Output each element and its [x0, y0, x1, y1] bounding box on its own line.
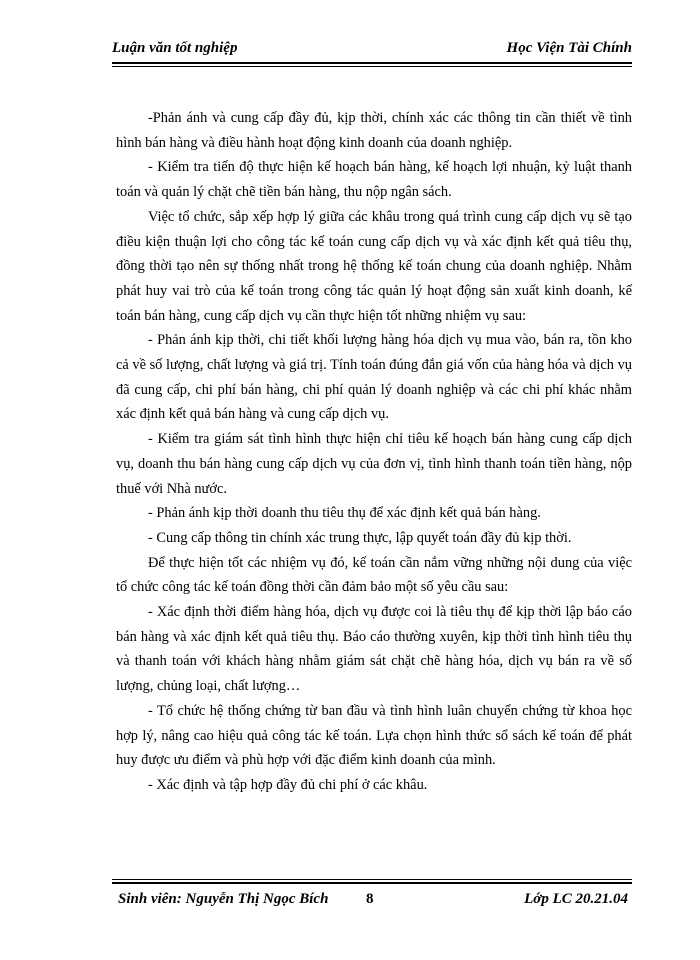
header-rule-thin	[112, 66, 632, 67]
footer-class-code: Lớp LC 20.21.04	[524, 891, 628, 907]
header-rule-thick	[112, 62, 632, 64]
footer-rule-thick	[112, 882, 632, 884]
paragraph: - Tổ chức hệ thống chứng từ ban đầu và tình hình luân chuyển chứng từ khoa học hợp lý, nâng cao hiệu quả công tác kế toán. Lựa chọn hình thức sổ sách kế toán để phát huy được ưu điểm và phù hợp với đặc điểm kinh doanh của mình.	[116, 702, 632, 769]
paragraph: Việc tổ chức, sắp xếp hợp lý giữa các khâu trong quá trình cung cấp dịch vụ sẽ tạo điều kiện thuận lợi cho công tác kế toán cung cấp dịch vụ và xác định kết quả tiêu thụ, đồng thời tạo nên sự thống nhất trong hệ thống kế toán chung của doanh nghiệp. Nhằm phát huy vai trò của kế toán trong công tác quản lý hoạt động sản xuất kinh doanh, kế toán bán hàng, cung cấp dịch vụ cần thực hiện tốt những nhiệm vụ sau:	[116, 208, 632, 324]
paragraph: Để thực hiện tốt các nhiệm vụ đó, kế toán cần nắm vững những nội dung của việc tổ chức công tác kế toán đồng thời cần đảm bảo một số yêu cầu sau:	[116, 554, 632, 596]
footer-student-name: Sinh viên: Nguyễn Thị Ngọc Bích	[118, 891, 329, 907]
body-text	[116, 106, 632, 798]
footer-rule-thin	[112, 879, 632, 880]
paragraph: - Xác định thời điểm hàng hóa, dịch vụ được coi là tiêu thụ để kịp thời lập báo cáo bán hàng và xác định kết quả tiêu thụ. Báo cáo thường xuyên, kịp thời tình hình tiêu thụ và thanh toán với khách hàng nhằm giám sát chặt chẽ hàng hóa, dịch vụ bán ra về số lượng, chủng loại, chất lượng…	[116, 604, 632, 695]
paragraph: - Phản ánh kịp thời doanh thu tiêu thụ để xác định kết quả bán hàng.	[148, 505, 541, 522]
page-footer	[112, 888, 632, 914]
paragraph: - Kiểm tra giám sát tình hình thực hiện chỉ tiêu kế hoạch bán hàng cung cấp dịch vụ, doanh thu bán hàng cung cấp dịch vụ của đơn vị, tình hình thanh toán tiền hàng, nộp thuế với Nhà nước.	[116, 431, 632, 497]
paragraph: - Cung cấp thông tin chính xác trung thực, lập quyết toán đầy đủ kịp thời.	[148, 529, 572, 546]
header-institution: Học Viện Tài Chính	[506, 40, 632, 56]
page-number: 8	[366, 891, 374, 907]
paragraph: - Phản ánh kịp thời, chi tiết khối lượng hàng hóa dịch vụ mua vào, bán ra, tồn kho cả về số lượng, chất lượng và giá trị. Tính toán đúng đắn giá vốn của hàng hóa và dịch vụ đã cung cấp, chi phí bán hàng, chi phí quản lý doanh nghiệp và các chi phí khác nhằm xác định kết quả bán hàng và cung cấp dịch vụ.	[116, 332, 632, 423]
paragraph: - Xác định và tập hợp đầy đủ chi phí ở các khâu.	[148, 776, 428, 793]
header-thesis-title: Luận văn tốt nghiệp	[112, 40, 238, 56]
paragraph: -Phản ánh và cung cấp đầy đủ, kịp thời, chính xác các thông tin cần thiết về tình hình bán hàng và điều hành hoạt động kinh doanh của doanh nghiệp.	[116, 110, 632, 151]
paragraph: - Kiểm tra tiến độ thực hiện kế hoạch bán hàng, kế hoạch lợi nhuận, kỷ luật thanh toán và quản lý chặt chẽ tiền bán hàng, thu nộp ngân sách.	[116, 159, 632, 201]
